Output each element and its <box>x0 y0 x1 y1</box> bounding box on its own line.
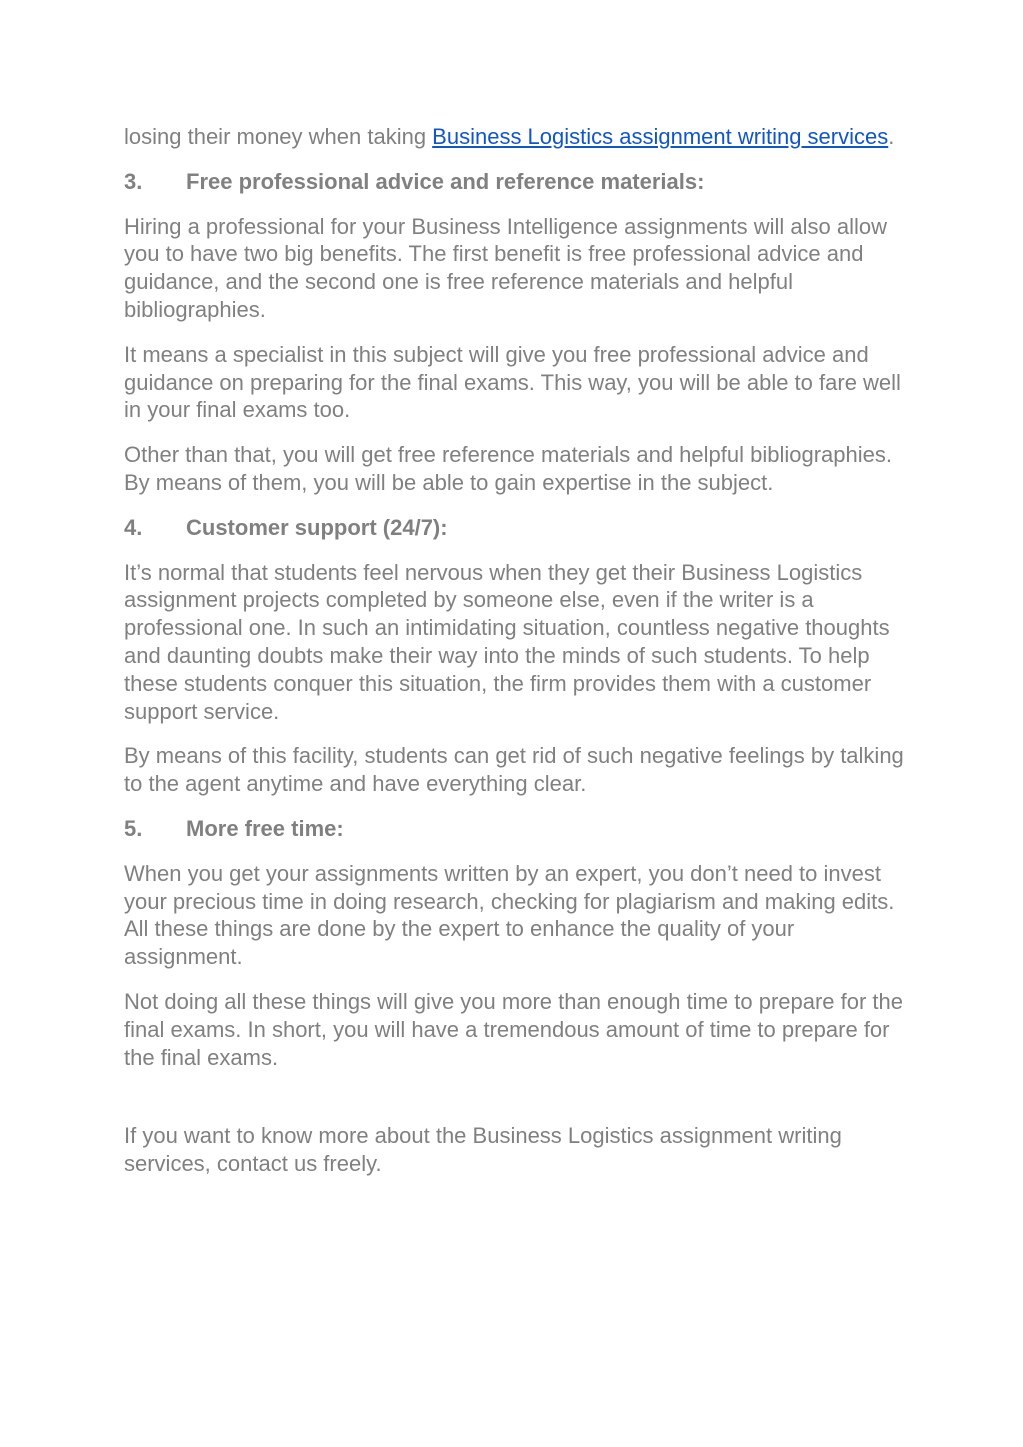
section-heading-3 <box>124 168 904 196</box>
paragraph: By means of this facility, students can get rid of such negative feelings by talking to the agent anytime and have everything clear. <box>124 743 904 797</box>
paragraph: Other than that, you will get free reference materials and helpful bibliographies. By means of them, you will be able to gain expertise in the subject. <box>124 442 892 495</box>
section-heading-4 <box>124 514 904 542</box>
paragraph: It means a specialist in this subject will give you free professional advice and guidance on preparing for the final exams. This way, you will be able to fare well in your final exams too. <box>124 341 901 423</box>
document-page <box>124 123 904 1195</box>
closing-paragraph: If you want to know more about the Business Logistics assignment writing services, contact us freely. <box>124 1123 842 1177</box>
section-title: Free professional advice and reference materials: <box>186 168 705 194</box>
paragraph: Not doing all these things will give you more than enough time to prepare for the final exams. In short, you will have a tremendous amount of time to prepare for the final exams. <box>124 988 904 1070</box>
intro-paragraph <box>124 123 904 151</box>
section-number: 3. <box>124 168 143 194</box>
intro-text: losing their money when taking <box>124 124 433 149</box>
paragraph: It’s normal that students feel nervous when they get their Business Logistics assignment projects completed by someone else, even if the writer is a professional one. In such an intimidating situation, countless negative thoughts and daunting doubts make their way into the minds of such students. To help these students conquer this situation, the firm provides them with a customer support service. <box>124 559 890 724</box>
section-title: Customer support (24/7): <box>186 514 448 540</box>
intro-period: . <box>888 124 895 149</box>
section-heading-5 <box>124 815 904 843</box>
paragraph: Hiring a professional for your Business Intelligence assignments will also allow you to have two big benefits. The first benefit is free professional advice and guidance, and the second one is free reference materials and helpful bibliographies. <box>124 213 888 322</box>
service-link[interactable]: Business Logistics assignment writing services <box>432 124 889 149</box>
blank-line <box>124 1088 904 1122</box>
section-number: 4. <box>124 514 143 540</box>
section-number: 5. <box>124 815 143 841</box>
section-title: More free time: <box>186 815 344 841</box>
paragraph: When you get your assignments written by an expert, you don’t need to invest your precious time in doing research, checking for plagiarism and making edits. All these things are done by the expert to enhance the quality of your assignment. <box>124 860 895 970</box>
